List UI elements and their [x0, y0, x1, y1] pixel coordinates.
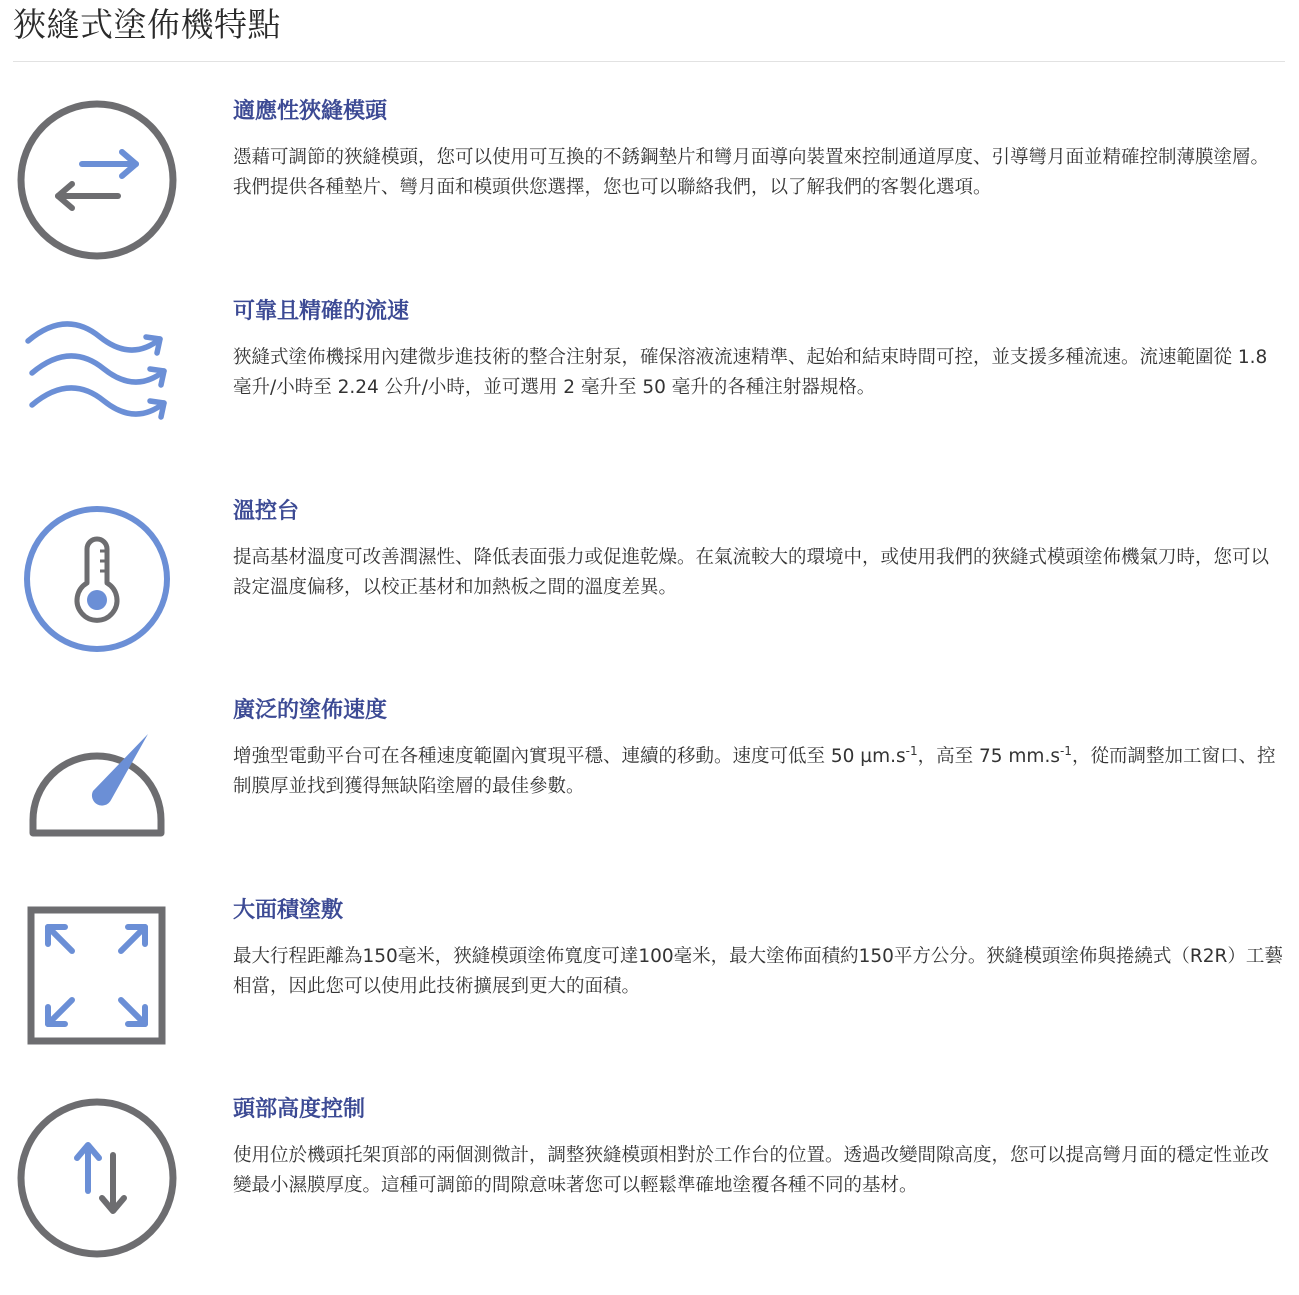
- feature-description: 狹縫式塗佈機採用內建微步進技術的整合注射泵，確保溶液流速精準、起始和結束時間可控，並支援多種流速。流速範圍從 1.8 毫升/小時至 2.24 公升/小時，並可選用 2 毫升至 50 毫升的各種注射器規格。: [233, 347, 1268, 398]
- page-title: 狹縫式塗佈機特點: [13, 5, 281, 44]
- speedometer-icon: [14, 716, 184, 886]
- feature-heading: 可靠且精確的流速: [233, 299, 410, 324]
- feature-coating-speed: [0, 696, 1299, 896]
- feature-heading: 大面積塗敷: [233, 898, 344, 923]
- feature-heading: 適應性狹縫模頭: [233, 99, 388, 124]
- feature-description: 憑藉可調節的狹縫模頭，您可以使用可互換的不銹鋼墊片和彎月面導向裝置來控制通道厚度、引導彎月面並精確控制薄膜塗層。我們提供各種墊片、彎月面和模頭供您選擇，您也可以聯絡我們，以了解我們的客製化選項。: [233, 147, 1270, 198]
- feature-description: 使用位於機頭托架頂部的兩個測微計，調整狹縫模頭相對於工作台的位置。透過改變間隙高度，您可以提高彎月面的穩定性並改變最小濕膜厚度。這種可調節的間隙意味著您可以輕鬆準確地塗覆各種不同的基材。: [233, 1145, 1270, 1196]
- feature-adaptive-slot-die: [0, 97, 1299, 297]
- up-down-arrows-icon: [14, 1095, 184, 1265]
- feature-temperature-stage: [0, 497, 1299, 697]
- expand-arrows-icon: [14, 906, 184, 1076]
- feature-description: 最大行程距離為150毫米，狹縫模頭塗佈寬度可達100毫米，最大塗佈面積約150平方公分。狹縫模頭塗佈與捲繞式（R2R）工藝相當，因此您可以使用此技術擴展到更大的面積。: [233, 946, 1283, 997]
- swap-arrows-icon: [14, 97, 184, 267]
- feature-flow-rate: [0, 297, 1299, 497]
- feature-description: 增強型電動平台可在各種速度範圍內實現平穩、連續的移動。速度可低至 50 $\mu m.s^{-1}$，高至 75 $mm.s^{-1}$，從而調整加工窗口、控制膜厚並找到獲得無缺陷塗層的最佳參數。: [233, 743, 1276, 797]
- feature-large-area: [0, 896, 1299, 1096]
- feature-heading: 廣泛的塗佈速度: [233, 698, 388, 723]
- feature-description: 提高基材溫度可改善潤濕性、降低表面張力或促進乾燥。在氣流較大的環境中，或使用我們的狹縫式模頭塗佈機氣刀時，您可以設定溫度偏移，以校正基材和加熱板之間的溫度差異。: [233, 547, 1270, 598]
- title-divider: [13, 61, 1285, 62]
- feature-heading: 頭部高度控制: [233, 1097, 366, 1122]
- feature-heading: 溫控台: [233, 499, 300, 524]
- feature-head-height: [0, 1095, 1299, 1295]
- flow-waves-icon: [14, 315, 184, 485]
- thermometer-icon: [14, 501, 184, 671]
